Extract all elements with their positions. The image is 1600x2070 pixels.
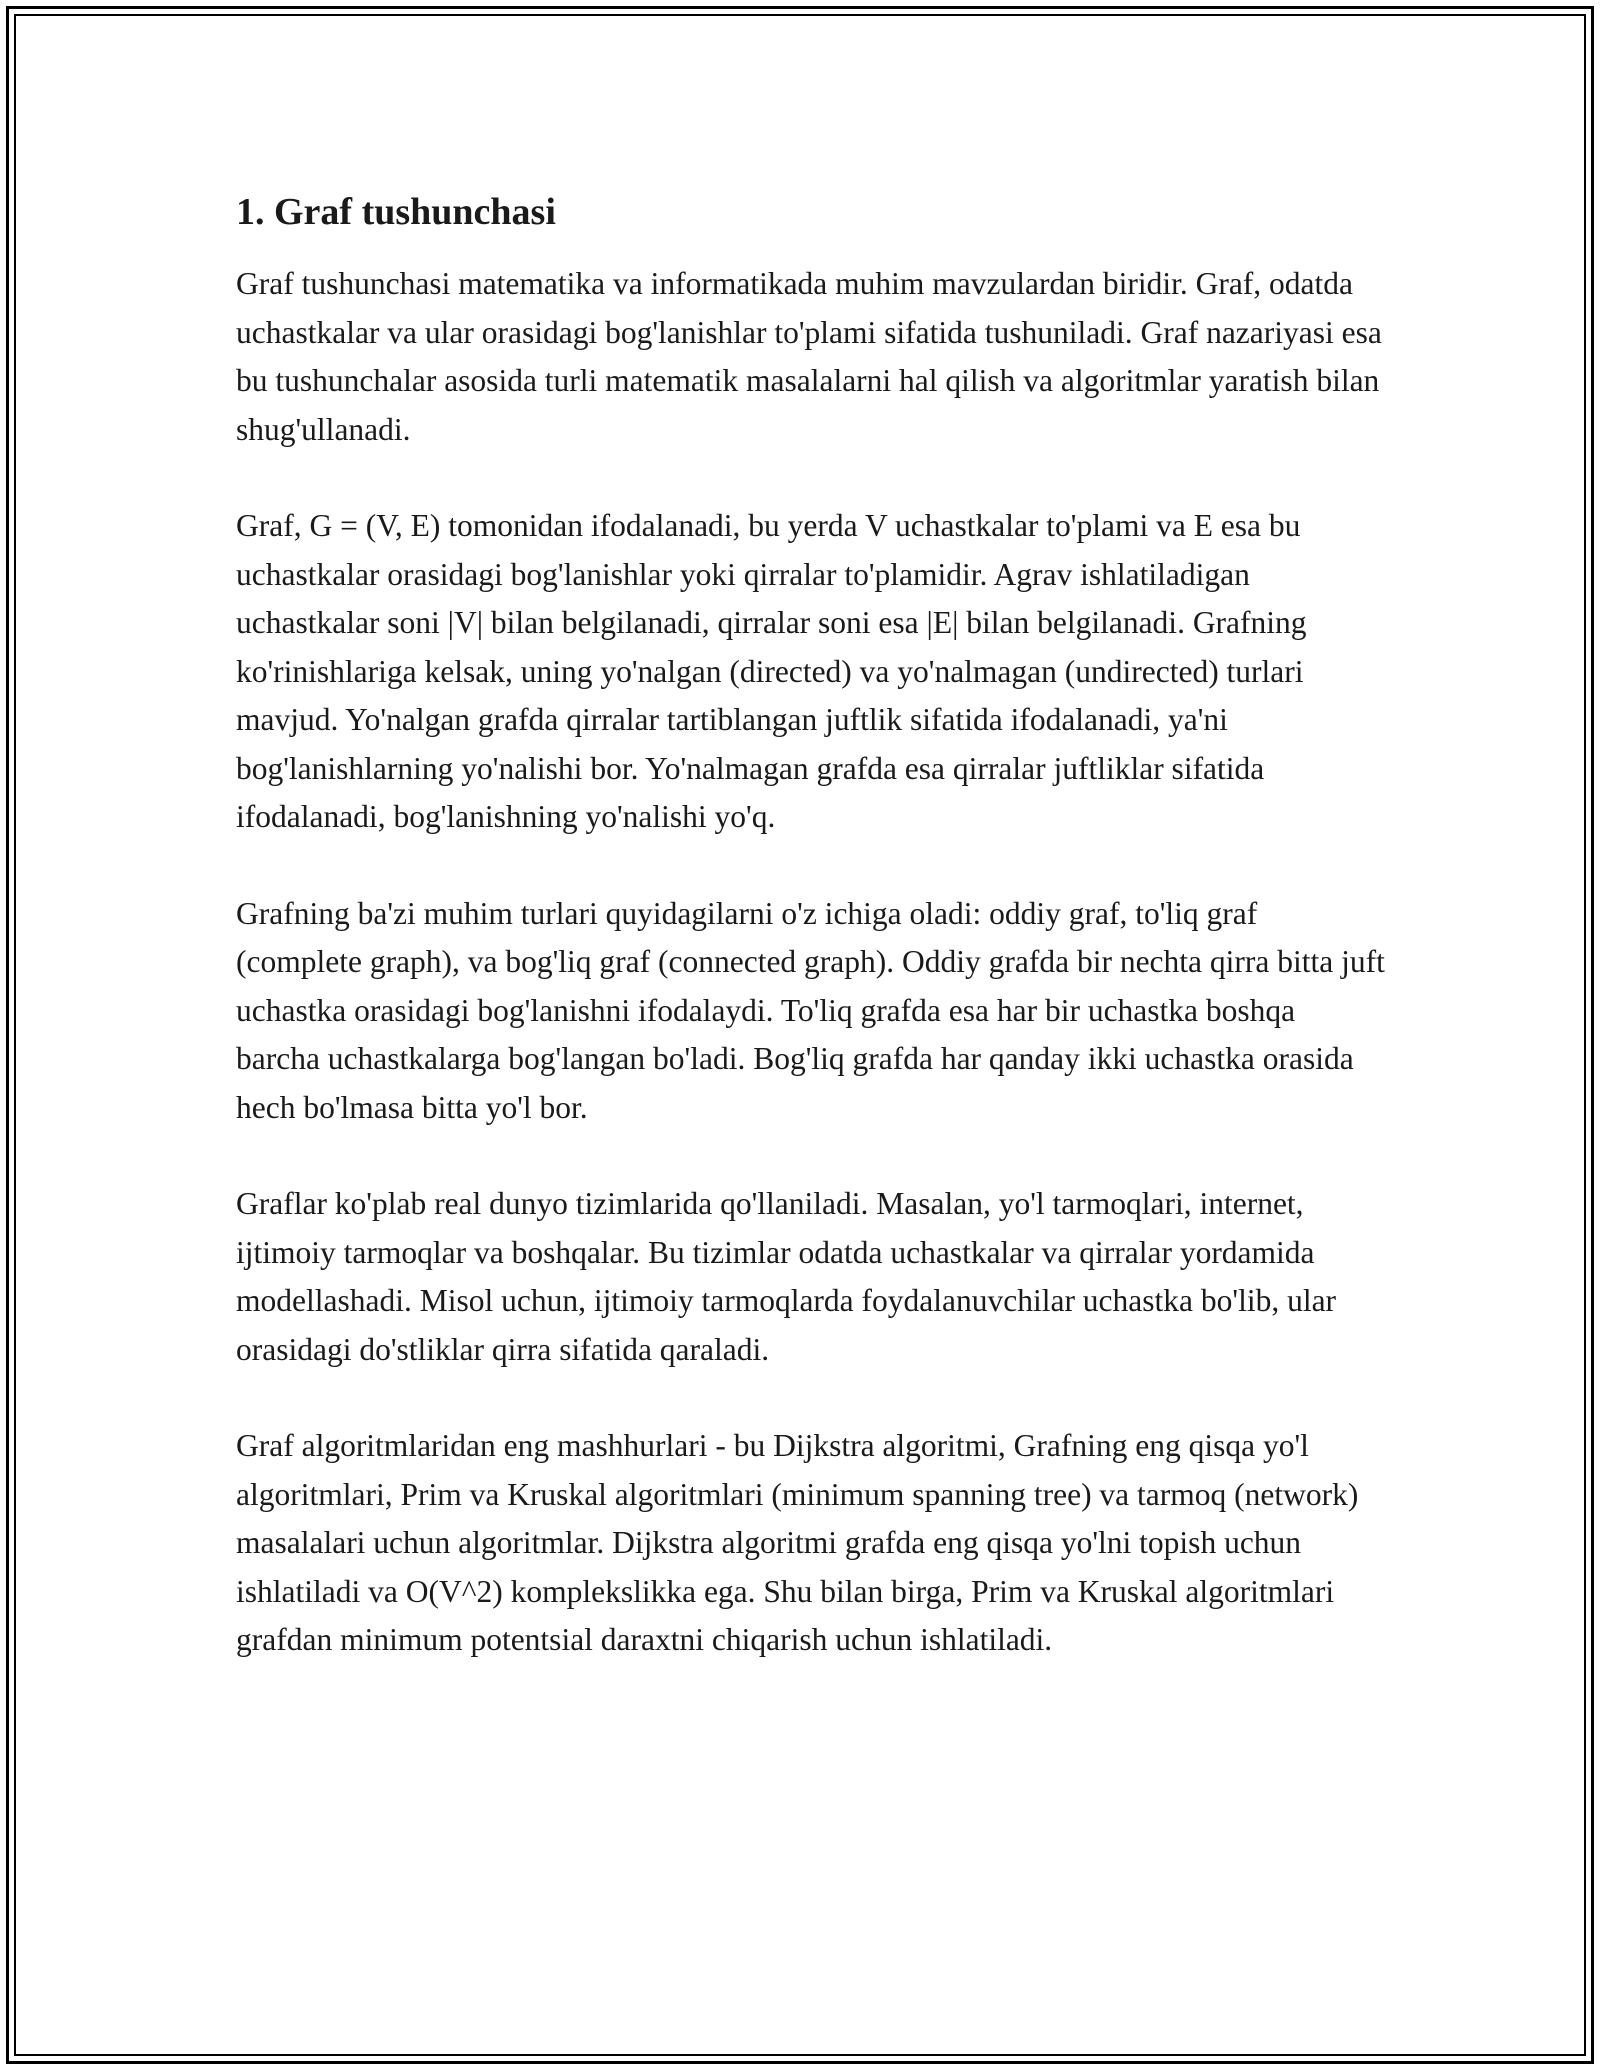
paragraph-intro: Graf tushunchasi matematika va informatikada muhim mavzulardan biridir. Graf, odatda uchastkalar va ular orasidagi bog'lanishlar to'plami sifatida tushuniladi. Graf nazariyasi esa bu tushunchalar asosida turli matematik masalalarni hal qilish va algoritmlar yaratish bilan shug'ullanadi. xyxy=(236,266,1382,447)
paragraph-algorithms: Graf algoritmlaridan eng mashhurlari - bu Dijkstra algoritmi, Grafning eng qisqa yo'l algoritmlari, Prim va Kruskal algoritmlari (minimum spanning tree) va tarmoq (network) masalalari uchun algoritmlar. Dijkstra algoritmi grafda eng qisqa yo'lni topish uchun ishlatiladi va O(V^2) komplekslikka ega. Shu bilan birga, Prim va Kruskal algoritmlari grafdan minimum potentsial daraxtni chiqarish uchun ishlatiladi. xyxy=(236,1428,1359,1657)
paragraph-definition: Graf, G = (V, E) tomonidan ifodalanadi, bu yerda V uchastkalar to'plami va E esa bu uchastkalar orasidagi bog'lanishlar yoki qirralar to'plamidir. Agrav ishlatiladigan uchastkalar soni |V| bilan belgilanadi, qirralar soni esa |E| bilan belgilanadi. Grafning ko'rinishlariga kelsak, uning yo'nalgan (directed) va yo'nalmagan (undirected) turlari mavjud. Yo'nalgan grafda qirralar tartiblangan juftlik sifatida ifodalanadi, ya'ni bog'lanishlarning yo'nalishi bor. Yo'nalmagan grafda esa qirralar juftliklar sifatida ifodalanadi, bog'lanishning yo'nalishi yo'q. xyxy=(236,508,1307,834)
paragraph-types: Grafning ba'zi muhim turlari quyidagilarni o'z ichiga oladi: oddiy graf, to'liq graf (complete graph), va bog'liq graf (connected graph). Oddiy grafda bir nechta qirra bitta juft uchastka orasidagi bog'lanishni ifodalaydi. To'liq grafda esa har bir uchastka boshqa barcha uchastkalarga bog'langan bo'ladi. Bog'liq grafda har qanday ikki uchastka orasida hech bo'lmasa bitta yo'l bor. xyxy=(236,895,1385,1125)
section-heading: 1. Graf tushunchasi xyxy=(236,191,556,233)
document-body xyxy=(236,186,1386,1713)
paragraph-applications: Graflar ko'plab real dunyo tizimlarida qo'llaniladi. Masalan, yo'l tarmoqlari, internet, ijtimoiy tarmoqlar va boshqalar. Bu tizimlar odatda uchastkalar va qirralar yordamida modellashadi. Misol uchun, ijtimoiy tarmoqlarda foydalanuvchilar uchastka bo'lib, ular orasidagi do'stliklar qirra sifatida qaraladi. xyxy=(236,1186,1337,1367)
